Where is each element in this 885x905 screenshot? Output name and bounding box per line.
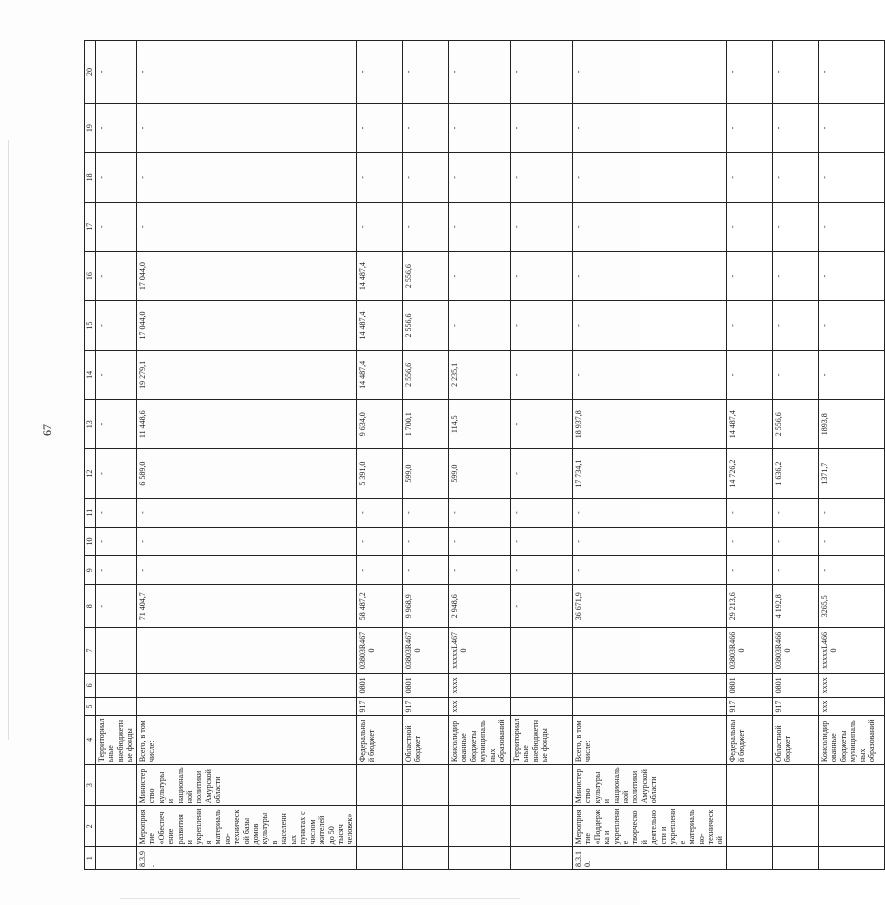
table-cell-col-17: -	[572, 202, 726, 251]
table-cell-col-3	[96, 765, 137, 806]
table-cell-col-13: 14 487,4	[726, 400, 772, 449]
table-cell-col-8: -	[510, 585, 572, 628]
table-cell-col-10: -	[136, 527, 356, 556]
table-cell-col-15: -	[448, 301, 510, 350]
table-cell-col-12: -	[510, 449, 572, 498]
column-number: 12	[85, 449, 96, 498]
table-cell-col-7	[96, 628, 137, 673]
table-cell-col-6: 0801	[772, 673, 818, 698]
table-cell-col-15: -	[818, 301, 884, 350]
table-cell-col-11: -	[448, 498, 510, 527]
table-cell-col-4: Федеральный бюджет	[356, 715, 402, 764]
table-cell-col-16: -	[510, 251, 572, 300]
table-cell-col-18: -	[96, 153, 137, 202]
table-cell-col-13: 114,5	[448, 400, 510, 449]
table-cell-col-13: 18 937,8	[572, 400, 726, 449]
table-cell-col-5: 917	[356, 698, 402, 715]
table-cell-col-19: -	[356, 103, 402, 152]
table-cell-col-12: 1 636,2	[772, 449, 818, 498]
table-cell-col-9: -	[772, 556, 818, 585]
table-row	[818, 41, 884, 870]
table-cell-col-16: -	[96, 251, 137, 300]
table-cell-col-19: -	[726, 103, 772, 152]
table-cell-col-7: xxxxxL4660	[818, 628, 884, 673]
table-cell-col-15: 17 044,0	[136, 301, 356, 350]
table-cell-col-9: -	[402, 556, 448, 585]
table-cell-col-2	[448, 806, 510, 847]
table-cell-col-4: Консолидированные бюджеты муниципальных образований	[818, 715, 884, 764]
table-cell-col-1: 8.3.9.	[136, 847, 356, 870]
table-cell-col-8: 29 213,6	[726, 585, 772, 628]
table-cell-col-7: 03803R4670	[402, 628, 448, 673]
rotated-table-container	[84, 40, 876, 870]
table-cell-col-8: 3265,5	[818, 585, 884, 628]
page-number: 67	[40, 424, 54, 436]
column-number: 7	[85, 628, 96, 673]
table-cell-col-9: -	[726, 556, 772, 585]
column-number: 19	[85, 103, 96, 152]
table-cell-col-13: 2 556,6	[772, 400, 818, 449]
column-number: 16	[85, 251, 96, 300]
table-cell-col-16: 17 044,0	[136, 251, 356, 300]
table-cell-col-7	[572, 628, 726, 673]
table-cell-col-12: 1371,7	[818, 449, 884, 498]
table-cell-col-20: -	[772, 41, 818, 104]
column-number: 6	[85, 673, 96, 698]
table-cell-col-20: -	[448, 41, 510, 104]
table-cell-col-12: 599,0	[402, 449, 448, 498]
table-row	[572, 41, 726, 870]
table-cell-col-14: -	[818, 350, 884, 399]
table-cell-col-10: -	[772, 527, 818, 556]
table-cell-col-11: -	[726, 498, 772, 527]
column-number: 15	[85, 301, 96, 350]
table-cell-col-7: 03803R4660	[726, 628, 772, 673]
table-row	[510, 41, 572, 870]
table-cell-col-16: -	[818, 251, 884, 300]
table-cell-col-5	[96, 698, 137, 715]
table-cell-col-13: -	[96, 400, 137, 449]
table-cell-col-11: -	[402, 498, 448, 527]
table-cell-col-1	[402, 847, 448, 870]
table-cell-col-11: -	[818, 498, 884, 527]
table-cell-col-11: -	[572, 498, 726, 527]
table-cell-col-10: -	[572, 527, 726, 556]
table-row	[772, 41, 818, 870]
table-cell-col-17: -	[510, 202, 572, 251]
table-cell-col-5: 917	[772, 698, 818, 715]
column-number: 10	[85, 527, 96, 556]
table-cell-col-19: -	[96, 103, 137, 152]
column-number: 11	[85, 498, 96, 527]
table-cell-col-6	[136, 673, 356, 698]
table-cell-col-15: -	[726, 301, 772, 350]
table-cell-col-19: -	[510, 103, 572, 152]
table-cell-col-17: -	[448, 202, 510, 251]
table-cell-col-4: Федеральный бюджет	[726, 715, 772, 764]
table-cell-col-18: -	[356, 153, 402, 202]
table-row	[136, 41, 356, 870]
table-cell-col-2	[818, 806, 884, 847]
table-cell-col-11: -	[96, 498, 137, 527]
table-cell-col-1	[726, 847, 772, 870]
column-number: 8	[85, 585, 96, 628]
table-cell-col-16: 2 556,6	[402, 251, 448, 300]
table-cell-col-12: 599,0	[448, 449, 510, 498]
table-cell-col-14: -	[726, 350, 772, 399]
column-number: 4	[85, 715, 96, 764]
table-cell-col-5: xxx	[448, 698, 510, 715]
table-row	[448, 41, 510, 870]
table-cell-col-2: Мероприятие «Обеспечение развития и укрепления материально-технической базы домов культуры в населенных пунктах с числом жителей до 50 тысяч человек»	[136, 806, 356, 847]
table-cell-col-11: -	[136, 498, 356, 527]
column-number: 1	[85, 847, 96, 870]
table-cell-col-17: -	[96, 202, 137, 251]
table-cell-col-13: 9 634,0	[356, 400, 402, 449]
table-cell-col-6	[96, 673, 137, 698]
table-cell-col-20: -	[818, 41, 884, 104]
table-cell-col-3	[818, 765, 884, 806]
table-cell-col-3	[772, 765, 818, 806]
table-cell-col-17: -	[136, 202, 356, 251]
table-cell-col-9: -	[136, 556, 356, 585]
column-number: 3	[85, 765, 96, 806]
table-cell-col-3: Министерство культуры и национальной политики Амурской области	[572, 765, 726, 806]
table-cell-col-5: 917	[726, 698, 772, 715]
table-cell-col-15: -	[572, 301, 726, 350]
table-cell-col-8: 36 671,9	[572, 585, 726, 628]
table-cell-col-3	[510, 765, 572, 806]
table-cell-col-4: Всего, в том числе:	[572, 715, 726, 764]
table-cell-col-20: -	[572, 41, 726, 104]
table-cell-col-9: -	[510, 556, 572, 585]
table-cell-col-4: Областной бюджет	[772, 715, 818, 764]
table-cell-col-12: 14 726,2	[726, 449, 772, 498]
table-cell-col-18: -	[448, 153, 510, 202]
table-cell-col-8: -	[96, 585, 137, 628]
table-cell-col-14: 2 235,1	[448, 350, 510, 399]
table-cell-col-4: Консолидированные бюджеты муниципальных образований	[448, 715, 510, 764]
table-cell-col-10: -	[510, 527, 572, 556]
table-cell-col-16: -	[726, 251, 772, 300]
table-cell-col-14: -	[572, 350, 726, 399]
table-cell-col-8: 9 968,9	[402, 585, 448, 628]
table-cell-col-14: 19 279,1	[136, 350, 356, 399]
table-cell-col-12: 17 734,1	[572, 449, 726, 498]
table-cell-col-6: 0801	[726, 673, 772, 698]
table-cell-col-1	[448, 847, 510, 870]
table-cell-col-7: xxxxxL4670	[448, 628, 510, 673]
table-cell-col-18: -	[818, 153, 884, 202]
table-cell-col-10: -	[402, 527, 448, 556]
table-row	[726, 41, 772, 870]
table-cell-col-13: 11 448,6	[136, 400, 356, 449]
table-row	[402, 41, 448, 870]
table-cell-col-1	[96, 847, 137, 870]
table-cell-col-10: -	[818, 527, 884, 556]
table-cell-col-5: 917	[402, 698, 448, 715]
table-cell-col-12: 6 589,0	[136, 449, 356, 498]
table-cell-col-10: -	[356, 527, 402, 556]
table-cell-col-9: -	[356, 556, 402, 585]
table-cell-col-1: 8.3.10.	[572, 847, 726, 870]
table-cell-col-16: -	[448, 251, 510, 300]
table-cell-col-19: -	[772, 103, 818, 152]
table-cell-col-2	[510, 806, 572, 847]
table-cell-col-16: -	[572, 251, 726, 300]
table-cell-col-14: -	[96, 350, 137, 399]
table-cell-col-2	[356, 806, 402, 847]
table-cell-col-18: -	[510, 153, 572, 202]
table-cell-col-6	[572, 673, 726, 698]
table-cell-col-18: -	[402, 153, 448, 202]
table-cell-col-17: -	[726, 202, 772, 251]
table-cell-col-17: -	[818, 202, 884, 251]
table-cell-col-18: -	[772, 153, 818, 202]
column-number: 20	[85, 41, 96, 104]
table-cell-col-7: 03803R4660	[772, 628, 818, 673]
table-cell-col-1	[510, 847, 572, 870]
table-cell-col-17: -	[356, 202, 402, 251]
table-cell-col-6: 0801	[402, 673, 448, 698]
table-cell-col-2	[726, 806, 772, 847]
scan-edge-left	[8, 140, 9, 740]
column-number: 18	[85, 153, 96, 202]
table-cell-col-1	[818, 847, 884, 870]
table-cell-col-20: -	[402, 41, 448, 104]
column-number: 9	[85, 556, 96, 585]
table-cell-col-8: 58 487,2	[356, 585, 402, 628]
table-cell-col-10: -	[448, 527, 510, 556]
column-number: 5	[85, 698, 96, 715]
table-cell-col-3	[356, 765, 402, 806]
column-number: 17	[85, 202, 96, 251]
scan-edge-bottom	[120, 898, 520, 899]
table-cell-col-7	[510, 628, 572, 673]
table-cell-col-2	[402, 806, 448, 847]
table-cell-col-11: -	[772, 498, 818, 527]
table-cell-col-20: -	[356, 41, 402, 104]
table-cell-col-4: Всего, в том числе:	[136, 715, 356, 764]
table-cell-col-19: -	[136, 103, 356, 152]
table-cell-col-13: 1 700,1	[402, 400, 448, 449]
table-cell-col-8: 4 192,8	[772, 585, 818, 628]
table-cell-col-15: -	[772, 301, 818, 350]
table-cell-col-7: 03803R4670	[356, 628, 402, 673]
table-cell-col-18: -	[136, 153, 356, 202]
table-cell-col-9: -	[448, 556, 510, 585]
table-cell-col-14: 2 556,6	[402, 350, 448, 399]
table-cell-col-6	[510, 673, 572, 698]
table-cell-col-15: 14 487,4	[356, 301, 402, 350]
table-row	[96, 41, 137, 870]
table-cell-col-14: -	[772, 350, 818, 399]
table-cell-col-19: -	[448, 103, 510, 152]
table-cell-col-6: 0801	[356, 673, 402, 698]
table-cell-col-1	[356, 847, 402, 870]
table-cell-col-16: -	[772, 251, 818, 300]
table-row	[356, 41, 402, 870]
table-cell-col-15: -	[96, 301, 137, 350]
table-cell-col-2	[96, 806, 137, 847]
header-row	[85, 41, 96, 870]
table-cell-col-3	[448, 765, 510, 806]
table-cell-col-15: -	[510, 301, 572, 350]
table-cell-col-6: xxxx	[818, 673, 884, 698]
table-cell-col-9: -	[572, 556, 726, 585]
table-cell-col-2	[772, 806, 818, 847]
table-cell-col-5	[572, 698, 726, 715]
table-cell-col-3	[726, 765, 772, 806]
table-cell-col-14: 14 487,4	[356, 350, 402, 399]
table-cell-col-18: -	[726, 153, 772, 202]
table-cell-col-10: -	[726, 527, 772, 556]
column-number: 14	[85, 350, 96, 399]
table-cell-col-20: -	[96, 41, 137, 104]
table-cell-col-9: -	[818, 556, 884, 585]
table-cell-col-4: Территориальные внебюджетные фонды	[96, 715, 137, 764]
table-cell-col-5: xxx	[818, 698, 884, 715]
table-cell-col-20: -	[136, 41, 356, 104]
table-cell-col-7	[136, 628, 356, 673]
table-cell-col-19: -	[572, 103, 726, 152]
table-cell-col-5	[136, 698, 356, 715]
table-cell-col-8: 2 948,6	[448, 585, 510, 628]
table-cell-col-3	[402, 765, 448, 806]
table-cell-col-18: -	[572, 153, 726, 202]
column-number: 2	[85, 806, 96, 847]
budget-table	[84, 40, 885, 870]
table-cell-col-8: 71 404,7	[136, 585, 356, 628]
table-cell-col-20: -	[726, 41, 772, 104]
table-cell-col-17: -	[772, 202, 818, 251]
table-cell-col-13: -	[510, 400, 572, 449]
table-cell-col-9: -	[96, 556, 137, 585]
table-cell-col-16: 14 487,4	[356, 251, 402, 300]
table-cell-col-12: -	[96, 449, 137, 498]
table-cell-col-19: -	[402, 103, 448, 152]
table-cell-col-14: -	[510, 350, 572, 399]
table-cell-col-20: -	[510, 41, 572, 104]
table-cell-col-4: Областной бюджет	[402, 715, 448, 764]
table-cell-col-12: 5 391,0	[356, 449, 402, 498]
table-cell-col-17: -	[402, 202, 448, 251]
table-cell-col-4: Территориальные внебюджетные фонды	[510, 715, 572, 764]
table-cell-col-5	[510, 698, 572, 715]
table-cell-col-11: -	[510, 498, 572, 527]
table-cell-col-2: Мероприятие «Поддержка и укрепление творческой деятельности и укрепление материально-технической	[572, 806, 726, 847]
table-cell-col-13: 1893,8	[818, 400, 884, 449]
table-cell-col-19: -	[818, 103, 884, 152]
table-cell-col-11: -	[356, 498, 402, 527]
table-cell-col-10: -	[96, 527, 137, 556]
table-cell-col-15: 2 556,6	[402, 301, 448, 350]
table-cell-col-6: xxxx	[448, 673, 510, 698]
table-cell-col-1	[772, 847, 818, 870]
column-number: 13	[85, 400, 96, 449]
table-cell-col-3: Министерство культуры и национальной политики Амурской области	[136, 765, 356, 806]
